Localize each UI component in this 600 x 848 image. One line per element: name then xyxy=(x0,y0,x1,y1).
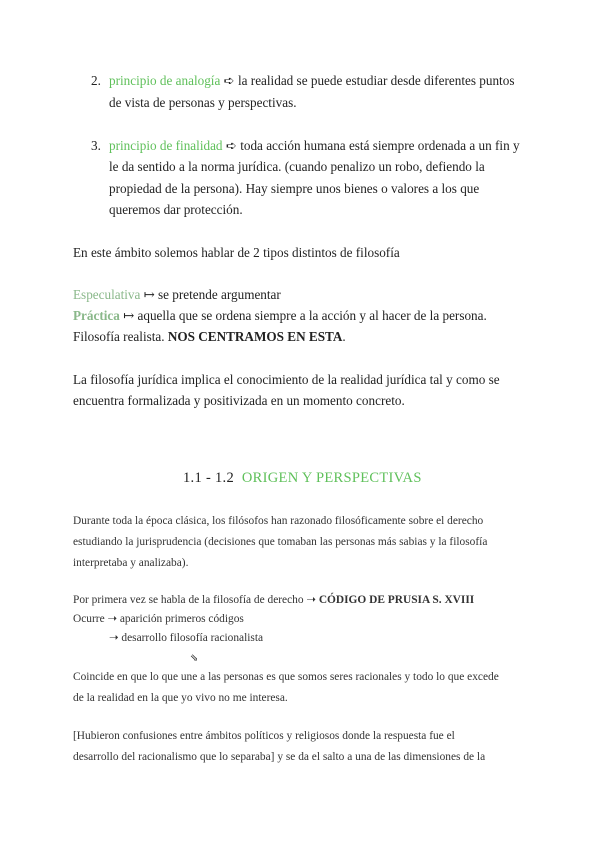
list-text-line: le da sentido a la norma jurídica. (cuando penalizo un robo, defiendo la xyxy=(109,159,485,174)
classical-line: estudiando la jurisprudencia (decisiones que tomaban las personas más sabias y la filosofía xyxy=(73,536,488,548)
realist-line xyxy=(73,326,346,348)
coincide-line: Coincide en que lo que une a las personas es que somos seres racionales y todo lo que excede xyxy=(73,671,499,683)
list-number-3: 3. xyxy=(91,138,101,153)
list-text-line: de vista de personas y perspectivas. xyxy=(109,95,297,110)
arrow-icon: ➪ xyxy=(220,73,238,88)
confusion-line: [Hubieron confusiones entre ámbitos políticos y religiosos donde la respuesta fue el xyxy=(73,730,455,742)
down-arrow-icon: ⇘ xyxy=(190,653,199,664)
term-analogia: principio de analogía xyxy=(109,73,221,88)
list-text-line: queremos dar protección. xyxy=(109,202,243,217)
rationalist-line: ➝ desarrollo filosofía racionalista xyxy=(109,632,264,644)
coincide-line: de la realidad en la que yo vivo no me interesa. xyxy=(73,692,288,704)
term-finalidad: principio de finalidad xyxy=(109,138,223,153)
practical-text: ↦ aquella que se ordena siempre a la acción y al hacer de la persona. xyxy=(119,308,487,323)
realist-text: Filosofía realista. xyxy=(73,329,168,344)
realist-end: . xyxy=(342,329,346,344)
intro-text: En este ámbito solemos hablar de 2 tipos distintos de filosofía xyxy=(73,245,400,260)
classical-line: interpretaba y analizaba). xyxy=(73,557,189,569)
prussia-text: Por primera vez se habla de la filosofía de derecho ➝ xyxy=(73,594,319,606)
prussia-bold: CÓDIGO DE PRUSIA S. XVIII xyxy=(318,594,475,606)
type-practical xyxy=(73,305,487,327)
list-item-analogia xyxy=(109,70,514,92)
paragraph-line: encuentra formalizada y positivizada en un momento concreto. xyxy=(73,393,405,408)
section-heading xyxy=(183,470,422,487)
term-practica: Práctica xyxy=(73,308,120,323)
section-title: ORIGEN Y PERSPECTIVAS xyxy=(241,470,422,486)
type-speculative xyxy=(73,284,281,306)
speculative-text: ↦ se pretende argumentar xyxy=(140,287,281,302)
list-text: la realidad se puede estudiar desde diferentes puntos xyxy=(237,73,515,88)
list-text-line: propiedad de la persona). Hay siempre unos bienes o valores a los que xyxy=(109,181,480,196)
list-number-2: 2. xyxy=(91,73,101,88)
section-number: 1.1 - 1.2 xyxy=(183,470,235,486)
classical-line: Durante toda la época clásica, los filósofos han razonado filosóficamente sobre el derecho xyxy=(73,515,484,527)
confusion-line: desarrollo del racionalismo que lo separaba] y se da el salto a una de las dimensiones de la xyxy=(73,751,486,763)
paragraph-line: La filosofía jurídica implica el conocimiento de la realidad jurídica tal y como se xyxy=(73,372,500,387)
list-item-finalidad xyxy=(109,135,520,157)
realist-bold: NOS CENTRAMOS EN ESTA xyxy=(167,329,343,344)
term-especulativa: Especulativa xyxy=(73,287,141,302)
list-text: toda acción humana está siempre ordenada a un fin y xyxy=(240,138,520,153)
arrow-icon: ➪ xyxy=(222,138,241,153)
occurs-line: Ocurre ➝ aparición primeros códigos xyxy=(73,613,244,625)
